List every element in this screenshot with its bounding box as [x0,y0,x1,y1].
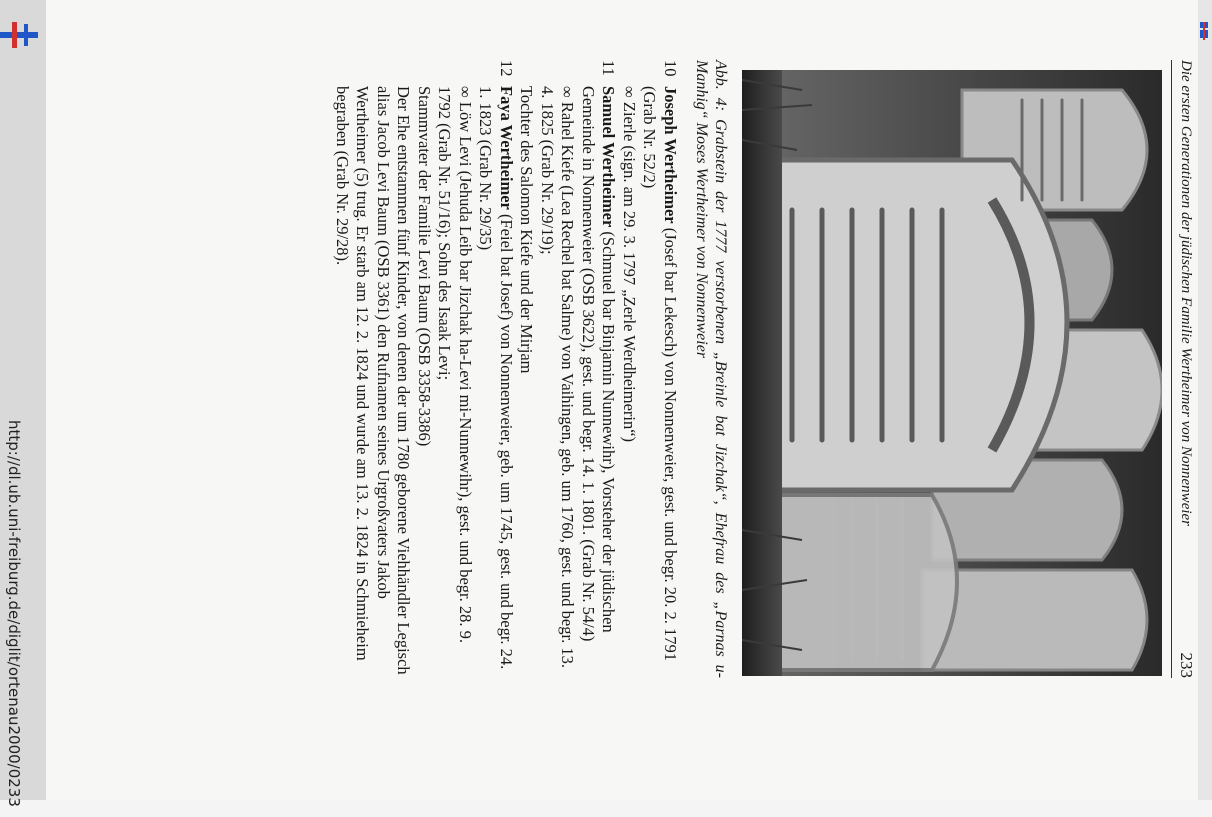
genealogy-entries [332,60,681,678]
page-number: 233 [1177,652,1196,678]
entry-text: ∞ Zierle (sign. am 29. 3. 1797 „Zerle Werdheimerin“) [620,86,639,443]
entry-11 [516,60,619,678]
entry-text: ∞ Löw Levi (Jehuda Leib bar Jizchak ha-Levi mi-Nunnewihr), gest. und begr. 28. 9. 1792 (Grab Nr. 51/16); Sohn des Isaak Levi; [435,86,475,644]
entry-name: Faya Wertheimer [497,86,516,210]
scan-border-right [1198,0,1212,800]
entry-text: Tochter des Salomon Kiefe und der Mirjam [517,86,537,374]
entry-number: 10 [661,60,680,77]
running-head-title: Die ersten Generationen der jüdischen Familie Wertheimer von Nonnenweier [1178,60,1194,527]
running-header [1171,60,1196,678]
book-page [46,0,1198,800]
digitization-footer [4,420,24,807]
entry-name: Joseph Wertheimer [661,86,680,224]
entry-name: Samuel Wertheimer [599,86,619,228]
footer-url[interactable]: http://dl.ub.uni-freiburg.de/diglit/ortenau2000/0233 [5,420,23,807]
entry-number: 11 [599,60,619,76]
gravestone-photo [742,70,1162,676]
entry-text: ∞ Rahel Kiefe (Lea Rechel bat Salme) von Vaihingen, geb. um 1760, gest. und begr. 13. 4. 1825 (Grab Nr. 29/19); [538,86,578,668]
entry-10 [619,60,681,678]
entry-text: Stammvater der Familie Levi Baum (OSB 3358-3386) [415,86,434,447]
figure-caption: Abb. 4: Grabstein der 1777 verstorbenen „Breinle bat Jizchak“, Ehefrau des „Parnas u-Manhig“ Moses Wertheimer von Nonnenweier [693,60,729,678]
entry-text: (Schmuel bar Binjamin Nunnewihr), Vorsteher der jüdischen Gemeinde in Nonnenweier (OSB 3622), gest. und begr. 14. 1. 1801. (Grab Nr. 54/4) [579,86,619,642]
entry-text: (Josef bar Lekesch) von Nonnenweier, gest. und begr. 20. 2. 1791 (Grab Nr. 52/2) [640,86,680,662]
color-calibration-target-right [1200,22,1208,40]
entry-12 [332,60,517,678]
footer-copyright [0,568,2,817]
rotated-page-content [156,60,1196,760]
color-calibration-target [0,22,38,48]
entry-text: (Feiel bat Josef) von Nonnenweier, geb. um 1745, gest. und begr. 24. 1. 1823 (Grab Nr. 29/35) [476,86,516,670]
entry-number: 12 [497,60,516,77]
entry-text: Der Ehe entstammen fünf Kinder, von denen der um 1780 geborene Viehhändler Legisch alias Jacob Levi Baum (OSB 3361) den Rufnamen seines Urgroßvaters Jakob Wertheimer (5) trug. Er starb am 12. 2. 1824 und wurde am 13. 2. 1824 in Schmieheim begraben (Grab Nr. 29/28). [333,86,414,675]
